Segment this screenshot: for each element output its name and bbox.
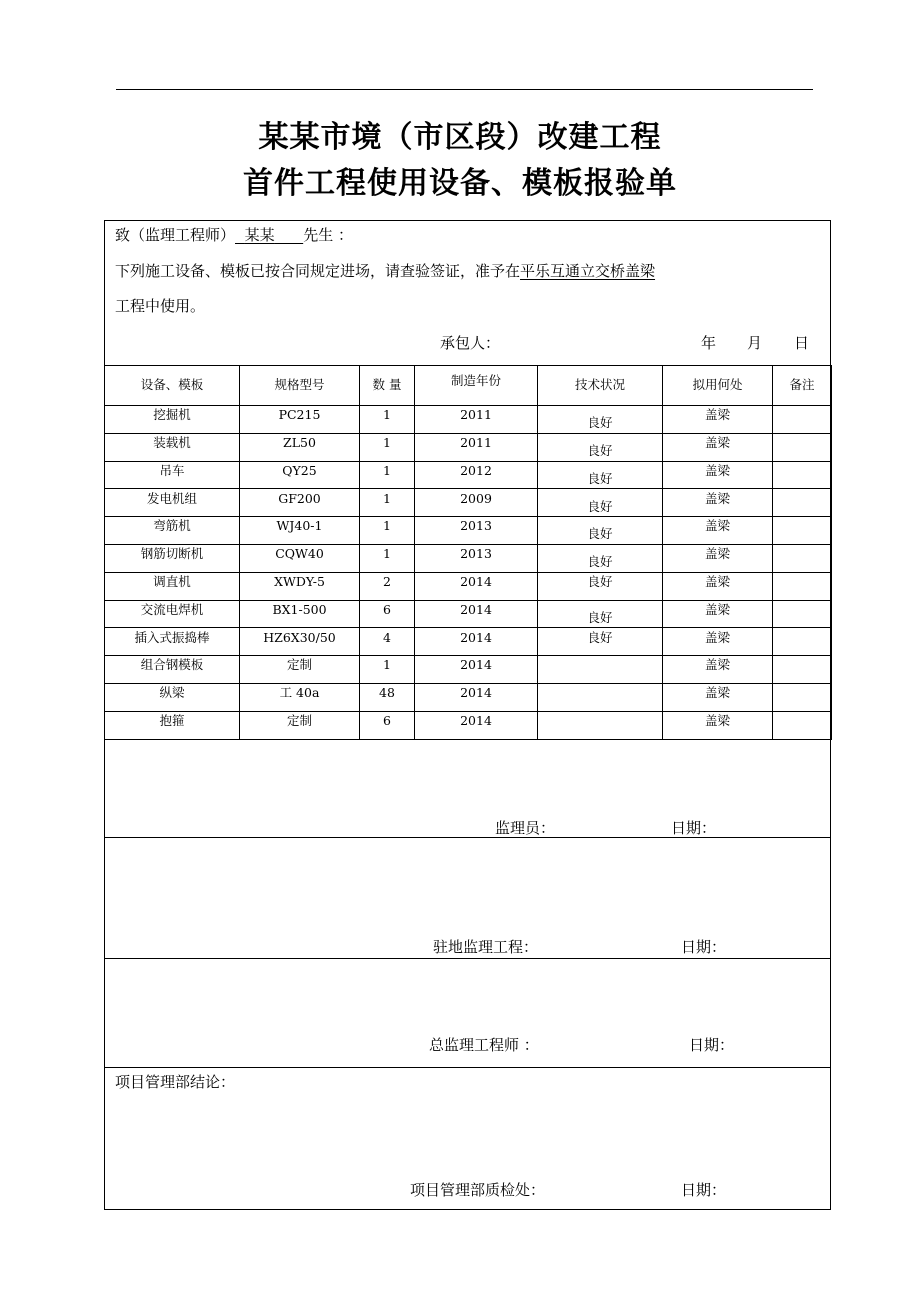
cell-year: 2014 (415, 656, 538, 684)
quality-dept-label: 项目管理部质检处： (410, 1181, 546, 1199)
resident-engineer-date: 日期： (681, 938, 727, 956)
cell-remarks (773, 517, 832, 545)
cell-quantity: 6 (360, 600, 415, 628)
table-row (105, 683, 832, 711)
cell-year: 2014 (415, 711, 538, 739)
cell-year: 2013 (415, 544, 538, 572)
cell-equipment: 抱箍 (105, 711, 240, 739)
table-row (105, 489, 832, 517)
cell-quantity: 2 (360, 572, 415, 600)
header-location: 拟用何处 (663, 366, 773, 406)
cell-equipment: 装载机 (105, 433, 240, 461)
cell-remarks (773, 683, 832, 711)
cell-condition: 良好 (538, 461, 663, 489)
cell-spec: XWDY-5 (240, 572, 360, 600)
cell-year: 2014 (415, 572, 538, 600)
cell-year: 2014 (415, 600, 538, 628)
cell-equipment: 组合钢模板 (105, 656, 240, 684)
cell-location: 盖梁 (663, 628, 773, 656)
cell-year: 2011 (415, 433, 538, 461)
cell-year: 2013 (415, 517, 538, 545)
cell-spec: CQW40 (240, 544, 360, 572)
title-line-2: 首件工程使用设备、模板报验单 (243, 166, 677, 201)
cell-condition (538, 656, 663, 684)
resident-engineer-label: 驻地监理工程： (433, 938, 539, 956)
cell-quantity: 1 (360, 489, 415, 517)
cell-spec: QY25 (240, 461, 360, 489)
contractor-month: 月 (747, 334, 763, 352)
cell-quantity: 1 (360, 433, 415, 461)
cell-location: 盖梁 (663, 433, 773, 461)
cell-condition: 良好 (538, 517, 663, 545)
intro-location: 平乐互通立交桥盖梁 (520, 262, 656, 280)
table-header-row (105, 366, 832, 406)
cell-quantity: 1 (360, 544, 415, 572)
cell-remarks (773, 572, 832, 600)
header-quantity: 数 量 (360, 366, 415, 406)
header-equipment: 设备、模板 (105, 366, 240, 406)
table-row (105, 656, 832, 684)
supervisor-date: 日期： (671, 819, 717, 837)
divider-supervisor (105, 837, 830, 838)
cell-location: 盖梁 (663, 711, 773, 739)
cell-year: 2014 (415, 628, 538, 656)
cell-spec: PC215 (240, 406, 360, 434)
cell-spec: 定制 (240, 711, 360, 739)
cell-location: 盖梁 (663, 517, 773, 545)
table-row (105, 600, 832, 628)
cell-spec: HZ6X30/50 (240, 628, 360, 656)
inspection-form (104, 220, 831, 1210)
addressee-prefix: 致（监理工程师） (115, 226, 236, 244)
cell-equipment: 交流电焊机 (105, 600, 240, 628)
cell-equipment: 挖掘机 (105, 406, 240, 434)
cell-quantity: 1 (360, 406, 415, 434)
cell-spec: 工 40a (240, 683, 360, 711)
cell-quantity: 1 (360, 656, 415, 684)
header-year: 制造年份 (415, 366, 538, 406)
table-row (105, 406, 832, 434)
header-remarks: 备注 (773, 366, 832, 406)
cell-condition: 良好 (538, 406, 663, 434)
divider-resident (105, 958, 830, 959)
cell-spec: BX1-500 (240, 600, 360, 628)
cell-quantity: 1 (360, 461, 415, 489)
contractor-label: 承包人： (440, 334, 501, 352)
cell-year: 2014 (415, 683, 538, 711)
cell-year: 2011 (415, 406, 538, 434)
cell-spec: 定制 (240, 656, 360, 684)
contractor-year: 年 (701, 334, 717, 352)
cell-equipment: 调直机 (105, 572, 240, 600)
header-condition: 技术状况 (538, 366, 663, 406)
table-row (105, 517, 832, 545)
intro-text: 下列施工设备、模板已按合同规定进场，请查验签证，准予在 (115, 262, 521, 280)
contractor-day: 日 (794, 334, 810, 352)
cell-location: 盖梁 (663, 683, 773, 711)
cell-condition (538, 683, 663, 711)
cell-remarks (773, 600, 832, 628)
project-conclusion-label: 项目管理部结论： (115, 1073, 236, 1091)
cell-remarks (773, 406, 832, 434)
cell-quantity: 48 (360, 683, 415, 711)
table-row (105, 628, 832, 656)
cell-spec: WJ40-1 (240, 517, 360, 545)
table-row (105, 461, 832, 489)
cell-equipment: 插入式振捣棒 (105, 628, 240, 656)
cell-location: 盖梁 (663, 406, 773, 434)
equipment-table (104, 365, 832, 740)
addressee-name: 某某 (244, 226, 275, 244)
cell-remarks (773, 461, 832, 489)
cell-remarks (773, 433, 832, 461)
cell-condition: 良好 (538, 628, 663, 656)
table-row (105, 544, 832, 572)
table-row (105, 433, 832, 461)
cell-remarks (773, 489, 832, 517)
cell-equipment: 钢筋切断机 (105, 544, 240, 572)
cell-equipment: 吊车 (105, 461, 240, 489)
cell-location: 盖梁 (663, 600, 773, 628)
title-line-1: 某某市境（市区段）改建工程 (258, 120, 662, 155)
cell-spec: GF200 (240, 489, 360, 517)
chief-engineer-label: 总监理工程师 ： (429, 1036, 539, 1054)
cell-spec: ZL50 (240, 433, 360, 461)
cell-year: 2009 (415, 489, 538, 517)
addressee-line (115, 224, 353, 245)
cell-location: 盖梁 (663, 544, 773, 572)
cell-remarks (773, 656, 832, 684)
cell-location: 盖梁 (663, 656, 773, 684)
cell-location: 盖梁 (663, 489, 773, 517)
cell-year: 2012 (415, 461, 538, 489)
cell-condition: 良好 (538, 600, 663, 628)
cell-quantity: 6 (360, 711, 415, 739)
top-rule (116, 89, 813, 90)
supervisor-label: 监理员： (495, 819, 556, 837)
cell-remarks (773, 711, 832, 739)
addressee-suffix: 先生 ： (303, 226, 353, 244)
cell-location: 盖梁 (663, 461, 773, 489)
cell-condition (538, 711, 663, 739)
cell-condition: 良好 (538, 572, 663, 600)
cell-equipment: 发电机组 (105, 489, 240, 517)
cell-remarks (773, 544, 832, 572)
cell-quantity: 4 (360, 628, 415, 656)
table-row (105, 572, 832, 600)
cell-equipment: 纵梁 (105, 683, 240, 711)
cell-condition: 良好 (538, 489, 663, 517)
cell-remarks (773, 628, 832, 656)
header-spec: 规格型号 (240, 366, 360, 406)
cell-location: 盖梁 (663, 572, 773, 600)
quality-dept-date: 日期： (681, 1181, 727, 1199)
table-row (105, 711, 832, 739)
intro-line-2: 工程中使用。 (115, 297, 206, 315)
cell-equipment: 弯筋机 (105, 517, 240, 545)
divider-chief (105, 1067, 830, 1068)
chief-engineer-date: 日期： (689, 1036, 735, 1054)
cell-condition: 良好 (538, 433, 663, 461)
cell-quantity: 1 (360, 517, 415, 545)
cell-condition: 良好 (538, 544, 663, 572)
intro-line (115, 260, 655, 281)
